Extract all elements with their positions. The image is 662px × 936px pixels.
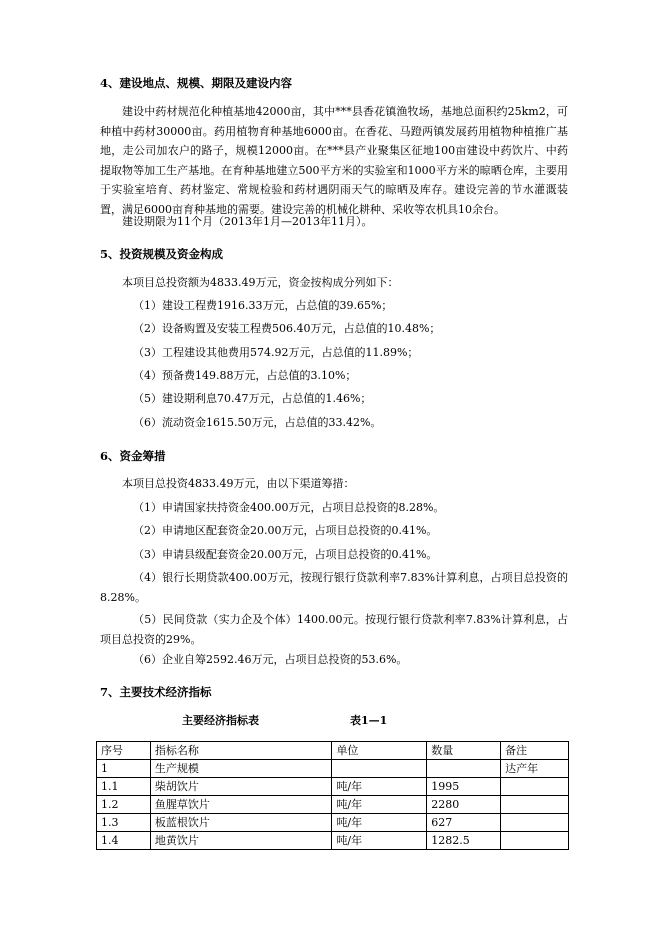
table-cell: 吨/年 [332,832,427,850]
investment-item: （2）设备购置及安装工程费506.40万元，占总值的10.48%； [133,322,441,335]
table-title: 主要经济指标表 [182,714,259,727]
table-cell: 吨/年 [332,778,427,796]
financing-intro: 本项目总投资4833.49万元，由以下渠道筹措： [122,477,355,490]
section-6-heading: 6、资金筹措 [100,449,166,463]
table-cell [332,760,427,778]
financing-item: （2）申请地区配套资金20.00万元，占项目总投资的0.41%。 [133,524,438,537]
section-4-heading: 4、建设地点、规模、期限及建设内容 [100,76,292,90]
financing-item-5: （5）民间贷款（实力企及个体）1400.00元。按现行银行贷款利率7.83%计算利息，占项目总投资的29%。 [100,613,568,646]
table-number: 表1—1 [350,714,388,727]
financing-item-6: （6）企业自筹2592.46万元，占项目总投资的53.6%。 [133,653,408,666]
financing-item: （3）申请县级配套资金20.00万元，占项目总投资的0.41%。 [133,548,438,561]
section-5-heading: 5、投资规模及资金构成 [100,247,224,261]
table-cell: 1282.5 [427,832,501,850]
table-cell [501,796,569,814]
header-cell: 备注 [501,742,569,760]
table-cell: 地黄饮片 [150,832,332,850]
table-cell: 柴胡饮片 [150,778,332,796]
table-cell: 1.1 [97,778,151,796]
investment-item: （6）流动资金1615.50万元，占总值的33.42%。 [133,416,382,429]
table-cell: 达产年 [501,760,569,778]
table-header-row [97,742,569,760]
construction-period-text: 建设期限为11个月（2013年1月—2013年11月）。 [122,215,373,228]
table-row [97,814,569,832]
table-cell: 吨/年 [332,814,427,832]
table-cell [501,778,569,796]
table-cell: 1995 [427,778,501,796]
table-cell: 板蓝根饮片 [150,814,332,832]
investment-item: （5）建设期利息70.47万元，占总值的1.46%； [133,392,372,405]
investment-intro: 本项目总投资额为4833.49万元，资金按构成分列如下： [122,276,399,289]
table-cell: 1.4 [97,832,151,850]
table-cell: 1 [97,760,151,778]
table-cell: 2280 [427,796,501,814]
table-row [97,832,569,850]
table-cell: 627 [427,814,501,832]
investment-item: （4）预备费149.88万元，占总值的3.10%； [133,369,357,382]
table-cell: 生产规模 [150,760,332,778]
investment-item: （1）建设工程费1916.33万元，占总值的39.65%； [133,299,393,312]
table-cell [501,832,569,850]
table-row [97,796,569,814]
economic-indicators-table [96,741,569,850]
header-cell: 数量 [427,742,501,760]
table-row [97,778,569,796]
investment-item: （3）工程建设其他费用574.92万元，占总值的11.89%； [133,346,419,359]
financing-item-4: （4）银行长期贷款400.00万元，按现行银行贷款利率7.83%计算利息，占项目总投资的8.28%。 [100,571,568,604]
table-cell [427,760,501,778]
table-cell: 1.2 [97,796,151,814]
table-row [97,760,569,778]
header-cell: 序号 [97,742,151,760]
table-cell: 鱼腥草饮片 [150,796,332,814]
financing-item: （1）申请国家扶持资金400.00万元，占项目总投资的8.28%。 [133,501,445,514]
table-cell: 吨/年 [332,796,427,814]
table-cell [501,814,569,832]
table-cell: 1.3 [97,814,151,832]
header-cell: 单位 [332,742,427,760]
section-7-heading: 7、主要技术经济指标 [100,685,212,699]
header-cell: 指标名称 [150,742,332,760]
section-4-paragraph: 建设中药材规范化种植基地42000亩，其中***县香花镇渔牧场，基地总面积约25km2，可种植中药材30000亩。药用植物育种基地6000亩。在香花、马蹬两镇发展药用植物种植推广基地，走公司加农户的路子，规模12000亩。在***县产业聚集区征地100亩建设中药饮片、中药提取物等加工生产基地。在育种基地建立500平方米的实验室和1000平方米的晾晒仓库，主要用于实验室培育、药材鉴定、常规检验和药材遇阴雨天气的晾晒及库存。建设完善的节水灌溉装置，满足6000亩育种基地的需要。建设完善的机械化耕种、采收等农机具10余台。 [100,105,568,216]
